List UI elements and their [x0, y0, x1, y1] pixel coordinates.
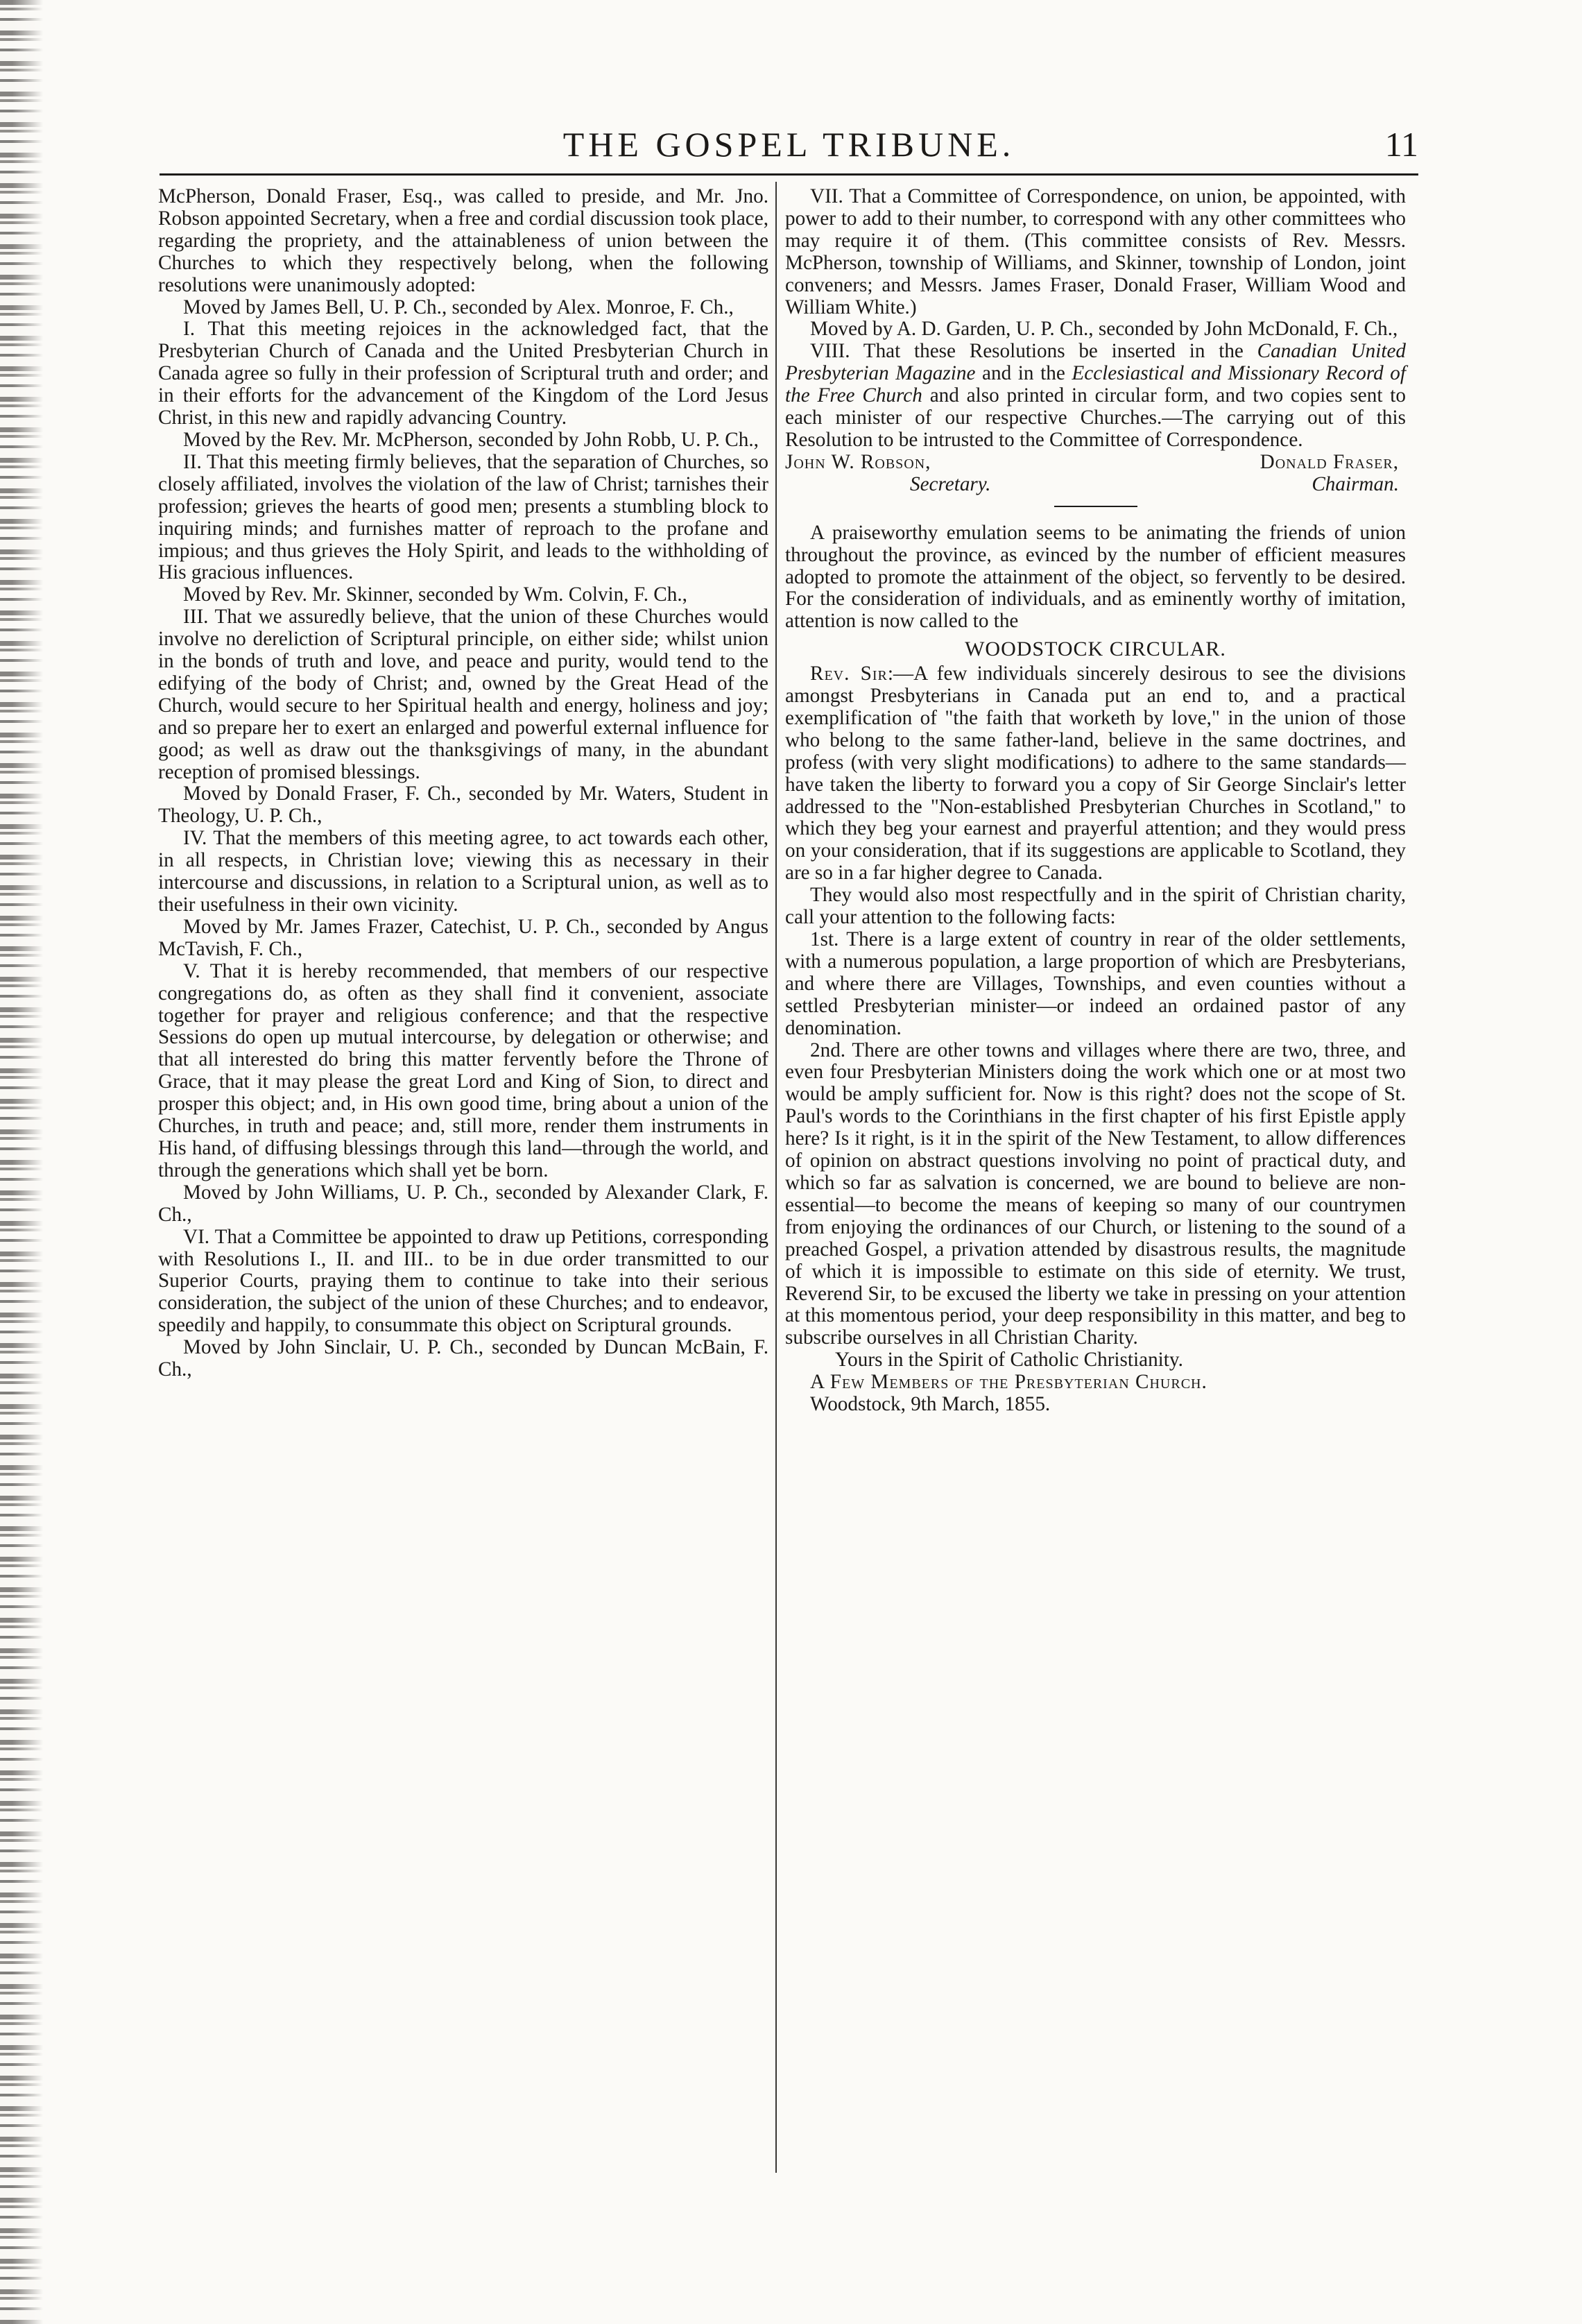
- record-title: Ecclesiastical and Missionary Record of the Free Church: [785, 362, 1407, 407]
- meeting-intro: McPherson, Donald Fraser, Esq., was called to preside, and Mr. Jno. Robson appointed Secretary, when a free and cordial discussion took place, regarding the propriety, and the attainableness of union between the Churches to which they respectively belong, when the following resolutions were unanimously adopted:: [158, 185, 768, 296]
- resolution-viii: [785, 341, 1406, 452]
- motion-line: Moved by John Williams, U. P. Ch., seconded by Alexander Clark, F. Ch.,: [158, 1181, 768, 1226]
- signature-names: [785, 452, 1406, 474]
- motion-line: Moved by Donald Fraser, F. Ch., seconded by Mr. Waters, Student in Theology, U. P. Ch.,: [158, 783, 768, 828]
- motion-line: Moved by the Rev. Mr. McPherson, seconded by John Robb, U. P. Ch.,: [183, 428, 759, 451]
- motion-line: Moved by Rev. Mr. Skinner, seconded by Wm. Colvin, F. Ch.,: [183, 583, 687, 606]
- circular-paragraph-1-text: :—A few individuals sincerely desirous to see the divisions amongst Presbyterians in Canada put an end to, and a practical exemplification of "the faith that worketh by love," in the union of those who belong to the same father-land, believe in the same doctrines, and profess (with very slight modifications) to adhere to the same standards—have taken the liberty to forward you a copy of Sir George Sinclair's letter addressed to the "Non-established Presbyterian Churches in Scotland," to which they beg your earnest and prayerful attention; and they would press on your consideration, that if its suggestions are applicable to Scotland, they are so in a far higher degree to Canada.: [785, 663, 1406, 885]
- magazine-title: Canadian United Presbyterian Magazine: [785, 340, 1406, 385]
- salutation: Rev. Sir: [810, 663, 888, 685]
- motion-line: Moved by John Sinclair, U. P. Ch., seconded by Duncan McBain, F. Ch.,: [158, 1336, 768, 1381]
- circular-intro: A praiseworthy emulation seems to be animating the friends of union throughout the province, as evinced by the number of efficient measures adopted to promote the attainment of the object, so fervently to be desired. For the consideration of individuals, and as eminently worthy of imitation, attention is now called to the: [785, 521, 1406, 633]
- resolution-vii: VII. That a Committee of Correspondence, on union, be appointed, with power to add to their number, to correspond with any other committees who may require it of them. (This committee consists of Rev. Messrs. McPherson, township of Williams, and Skinner, township of London, joint conveners; and Messrs. James Fraser, Donald Fraser, William Wood and William White.): [785, 185, 1406, 318]
- motion-line: Moved by James Bell, U. P. Ch., seconded by Alex. Monroe, F. Ch.,: [183, 296, 734, 318]
- page-binding-edge: [0, 0, 43, 2324]
- left-column: [158, 186, 768, 1381]
- secretary-role: Secretary.: [910, 472, 991, 495]
- page-number: 11: [1384, 125, 1418, 164]
- column-divider: [775, 182, 777, 2173]
- resolution-iii: III. That we assuredly believe, that the union of these Churches would involve no dereliction of Scriptural principle, on either side; whilst union in the bonds of truth and love, and peace and purity, would tend to the edifying of the body of Christ; and, owned by the Great Head of the Church, would secure to her Spiritual health and energy, holiness and joy; and so prepare her to exert an enlarged and powerful external influence for good; as well as draw out the thanksgivings of many, in the abundant reception of promised blessings.: [158, 606, 768, 783]
- motion-line: Moved by Mr. James Frazer, Catechist, U. P. Ch., seconded by Angus McTavish, F. Ch.,: [158, 915, 768, 960]
- section-rule: [1054, 506, 1137, 507]
- circular-paragraph-1: [785, 663, 1406, 885]
- page-header: [160, 117, 1418, 172]
- circular-paragraph-4: 2nd. There are other towns and villages where there are two, three, and even four Presbyterian Ministers doing the work which one or at most two would be amply sufficient for. Now is this right? does not the scope of St. Paul's words to the Corinthians in the first chapter of his first Epistle apply here? Is it right, is it in the spirit of the New Testament, to allow differences of opinion on abstract questions involving no point of practical duty, and which so far as salvation is concerned, we are bound to believe are non-essential—to become the means of keeping so many of our countrymen from enjoying the ordinances of our Church, or listening to the sound of a preached Gospel, a privation attended by disastrous results, the magnitude of which it is impossible to estimate on this side of eternity. We trust, Reverend Sir, to be excused the liberty we take in pressing on your attention at this momentous period, your deep responsibility in this matter, and beg to subscribe ourselves in all Christian Charity.: [785, 1039, 1406, 1349]
- header-rule: [160, 173, 1418, 176]
- closing-line: Yours in the Spirit of Catholic Christianity.: [835, 1349, 1183, 1372]
- resolution-i: I. That this meeting rejoices in the acknowledged fact, that the Presbyterian Church of Canada and the United Presbyterian Church in Canada agree so fully in their profession of Scriptural truth and order; and in their efforts for the advancement of the Kingdom of the Lord Jesus Christ, in this new and rapidly advancing Country.: [158, 318, 768, 429]
- motion-line: Moved by A. D. Garden, U. P. Ch., seconded by John McDonald, F. Ch.,: [810, 318, 1398, 341]
- circular-paragraph-3: 1st. There is a large extent of country in rear of the older settlements, with a numerous population, a large proportion of which are Presbyterians, and where there are Villages, Townships, and even counties without a settled Presbyterian minister—or indeed an ordained pastor of any denomination.: [785, 928, 1406, 1039]
- signature-roles: [785, 474, 1406, 496]
- newspaper-title: THE GOSPEL TRIBUNE.: [562, 125, 1015, 164]
- circular-paragraph-2: They would also most respectfully and in the spirit of Christian charity, call your attention to the following facts:: [785, 884, 1406, 929]
- circular-heading: WOODSTOCK CIRCULAR.: [965, 638, 1226, 661]
- dateline: Woodstock, 9th March, 1855.: [810, 1393, 1051, 1416]
- chairman-name: Donald Fraser,: [1259, 450, 1399, 473]
- chairman-role: Chairman.: [1312, 472, 1399, 495]
- resolution-ii: II. That this meeting firmly believes, that the separation of Churches, so closely affiliated, involves the violation of the law of Christ; tarnishes their profession; grieves the hearts of good men; presents a stumbling block to inquiring minds; and furnishes matter of reproach to the profane and impious; and thus grieves the Holy Spirit, and leads to the withholding of His gracious influences.: [158, 450, 768, 584]
- resolution-vi: VI. That a Committee be appointed to draw up Petitions, corresponding with Resolutions I., II. and III.. to be in due order transmitted to our Superior Courts, praying them to continue to take into their serious consideration, the subject of the union of these Churches; and to endeavor, speedily and happily, to consummate this object on Scriptural grounds.: [158, 1225, 768, 1337]
- circular-signature: A Few Members of the Presbyterian Church.: [810, 1371, 1207, 1394]
- right-column: [785, 186, 1406, 1416]
- resolution-viii-end: and also printed in circular form, and two copies sent to each minister of our respective Churches.—The carrying out of this Resolution to be intrusted to the Committee of Correspondence.: [785, 384, 1406, 451]
- resolution-iv: IV. That the members of this meeting agree, to act towards each other, in all respects, in Christian love; viewing this as necessary in their intercourse and discussions, in relation to a Scriptural union, as well as to their usefulness in their own vicinity.: [158, 827, 768, 916]
- secretary-name: John W. Robson,: [785, 450, 931, 473]
- and-in-the: and in the: [982, 362, 1065, 385]
- resolution-v: V. That it is hereby recommended, that members of our respective congregations do, as often as they shall find it convenient, associate together for prayer and religious conference; and that the respective Sessions do open up mutual intercourse, by delegation or otherwise; and that all interested do bring this matter fervently before the Throne of Grace, that it may please the great Lord and King of Sion, to direct and prosper this object; and, in His own good time, bring about a union of the Churches, in truth and peace; and, still more, render them instruments in His hand, of diffusing blessings through this land—through the world, and through the generations which shall yet be born.: [158, 959, 768, 1181]
- resolution-viii-start: VIII. That these Resolutions be inserted in the: [810, 340, 1244, 363]
